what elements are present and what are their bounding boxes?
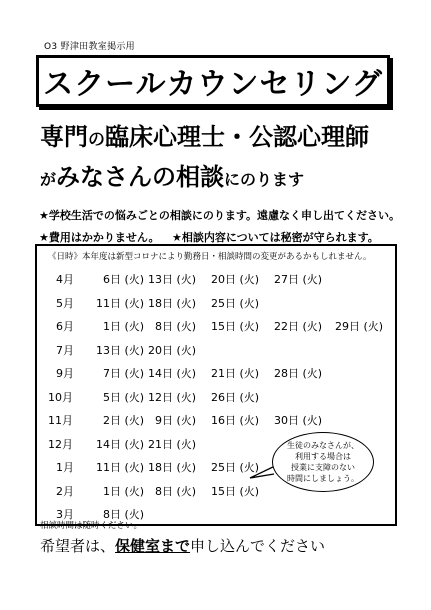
schedule-date: 8日 (火) <box>103 508 145 521</box>
schedule-date: 18日 (火) <box>148 296 197 310</box>
schedule-date: 30日 (火) <box>274 414 323 427</box>
bubble-line: 授業に支障のない <box>291 463 355 472</box>
schedule-date: 12日 (火) <box>148 390 197 404</box>
schedule-date: 8日 (火) <box>155 484 197 498</box>
title-box <box>36 55 390 107</box>
schedule-date: 13日 (火) <box>148 273 197 286</box>
page-title: スクールカウンセリング <box>43 67 383 102</box>
header-note: O3 野津田教室掲示用 <box>44 42 135 52</box>
schedule-date: 8日 (火) <box>155 320 197 333</box>
subtitle-consult <box>40 157 304 192</box>
schedule-date: 7日 (火) <box>103 367 145 380</box>
schedule-date: 25日 (火) <box>211 296 260 310</box>
subtitle-specialist-part3: 臨床心理士・公認心理師 <box>105 123 369 151</box>
schedule-note: 《日時》本年度は新型コロナにより勤務日・相談時間の変更があるかもしれません。 <box>48 252 372 262</box>
footer-part3: 申し込んでください <box>190 537 326 555</box>
schedule-date: 21日 (火) <box>148 437 197 451</box>
speech-bubble <box>272 432 374 492</box>
subtitle-consult-part1: が <box>40 170 57 189</box>
schedule-month: 3月 <box>56 508 74 521</box>
schedule-date: 15日 (火) <box>211 484 260 498</box>
footer-health-room: 保健室まで <box>115 537 191 555</box>
bullet-confidential: ★相談内容については秘密が守られます。 <box>172 231 379 244</box>
subtitle-specialist-part2: の <box>88 130 105 150</box>
schedule-date: 5日 (火) <box>103 390 145 404</box>
schedule-date: 15日 (火) <box>211 320 260 333</box>
schedule-date: 28日 (火) <box>274 367 323 380</box>
schedule-date: 11日 (火) <box>96 461 145 474</box>
schedule-date: 29日 (火) <box>335 320 384 333</box>
subtitle-consult-part2: みなさんの相談 <box>56 163 225 191</box>
footer-instruction <box>40 535 325 556</box>
bubble-line: 時間にしましょう。 <box>287 474 359 483</box>
schedule-month: 10月 <box>48 390 73 404</box>
bubble-line: 生徒のみなさんが、 <box>287 441 359 450</box>
hours-note: 相談時間は随時ください。 <box>40 521 143 531</box>
schedule-date: 11日 (火) <box>96 296 145 310</box>
schedule-date: 16日 (火) <box>211 414 260 427</box>
schedule-date: 20日 (火) <box>211 273 260 286</box>
schedule-date: 1日 (火) <box>103 484 145 498</box>
schedule-date: 26日 (火) <box>211 390 260 404</box>
footer-part1: 希望者は、 <box>40 537 116 555</box>
schedule-date: 20日 (火) <box>148 343 197 357</box>
schedule-month: 12月 <box>48 437 73 451</box>
schedule-month: 2月 <box>56 484 74 498</box>
bubble-line: 利用する場合は <box>295 452 351 461</box>
schedule-date: 21日 (火) <box>211 367 260 380</box>
schedule-date: 14日 (火) <box>96 437 145 451</box>
schedule-month: 1月 <box>56 461 74 474</box>
schedule-date: 13日 (火) <box>96 343 145 357</box>
schedule-month: 5月 <box>56 296 74 310</box>
schedule-date: 25日 (火) <box>211 461 260 474</box>
schedule-date: 14日 (火) <box>148 367 197 380</box>
schedule-month: 7月 <box>56 343 74 357</box>
subtitle-specialist-part1: 専門 <box>40 123 88 151</box>
schedule-date: 9日 (火) <box>155 414 197 427</box>
bullet-consultation: ★学校生活での悩みごとの相談にのります。遠慮なく申し出てください。 <box>39 209 400 222</box>
schedule-date: 1日 (火) <box>103 320 145 333</box>
subtitle-specialist <box>40 117 369 152</box>
bullet-free: ★費用はかかりません。 <box>39 231 160 244</box>
schedule-date: 27日 (火) <box>274 273 323 286</box>
schedule-date: 6日 (火) <box>103 273 145 286</box>
schedule-date: 18日 (火) <box>148 461 197 474</box>
schedule-date: 2日 (火) <box>103 414 145 427</box>
schedule-month: 6月 <box>56 320 74 333</box>
schedule-month: 4月 <box>56 273 74 286</box>
schedule-month: 11月 <box>48 414 73 427</box>
schedule-date: 22日 (火) <box>274 320 323 333</box>
schedule-month: 9月 <box>56 367 74 380</box>
subtitle-consult-part3: にのります <box>224 170 305 189</box>
